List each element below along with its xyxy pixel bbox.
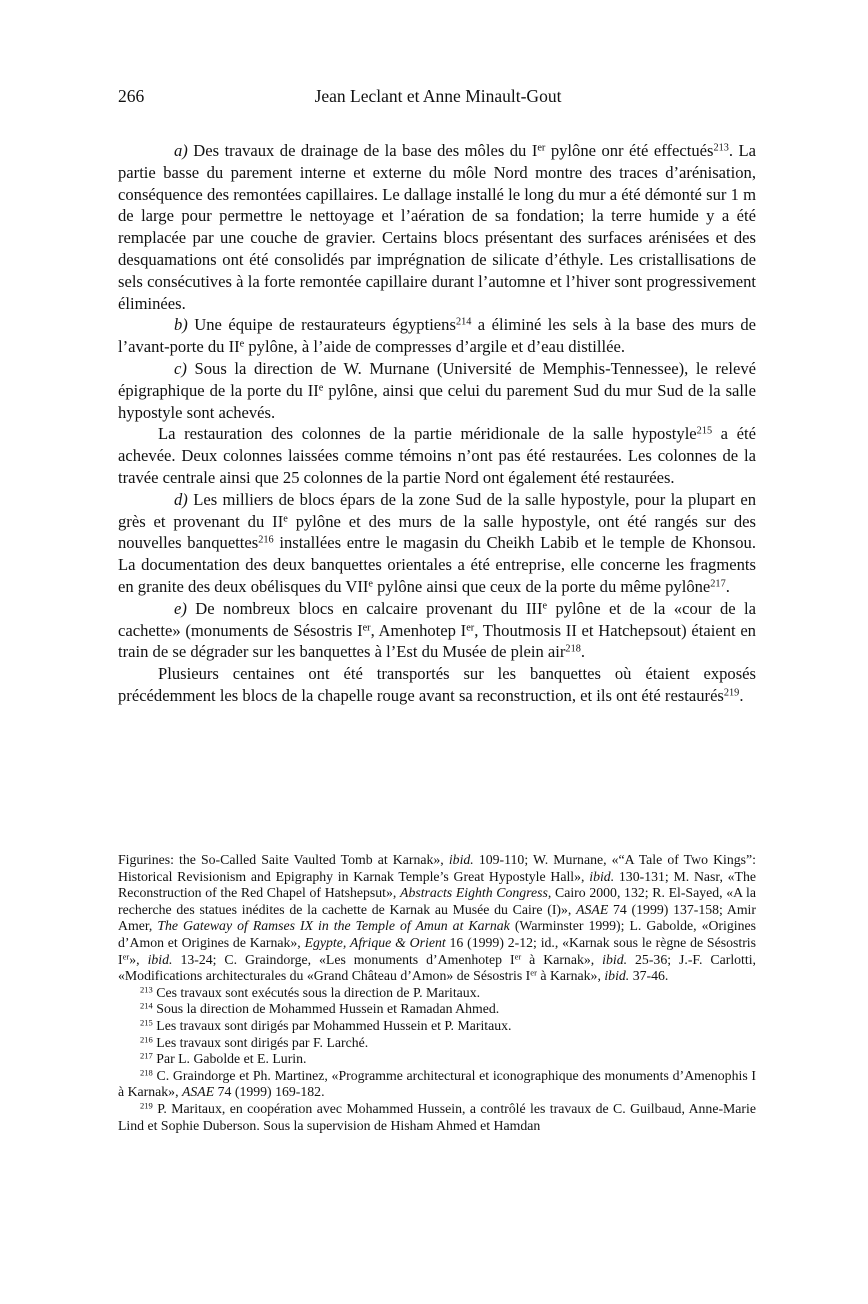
footnote-219 — [118, 1101, 756, 1134]
footnote-ref: 218 — [565, 643, 581, 655]
paragraph-plusieurs — [118, 663, 756, 707]
text-run: installées entre le magasin du Cheikh Labib et le temple de Khonsou. La documentation des deux banquettes orientales a été entreprise, elle concerne les fragments en granite des deux obélisques du VII — [118, 533, 756, 596]
text-run: 13-24; C. Graindorge, «Les monuments d’Amenhotep I — [172, 951, 515, 967]
text-run: 25-36; J.-F. Carlotti, «Modifications architecturales du «Grand Château d’Amon» de Sésostris I — [118, 951, 757, 984]
text-run: , Cairo 2000, 132; R. El-Sayed, «A la recherche des statues inédites de la cachette de Karnak au Musée du Caire (I)», — [118, 885, 756, 917]
text-run: Ces travaux sont exécutés sous la direction de P. Maritaux. — [152, 984, 481, 1000]
italic-run: ibid. — [147, 951, 173, 967]
text-run: pylône ainsi que ceux de la porte du même pylône — [372, 576, 711, 596]
text-run: Plusieurs centaines ont été transportés sur les banquettes où étaient exposés précédemment les blocs de la chapelle rouge avant sa reconstruction, et ils ont été restaurés — [118, 664, 756, 705]
paragraph-d — [118, 489, 756, 598]
text-run: Sous la direction de W. Murnane (Université de Memphis-Tennessee), le relevé épigraphique de la porte du II — [118, 358, 756, 400]
footnote-number: 218 — [140, 1067, 153, 1078]
text-run: a éliminé les sels à la base des murs de l’avant-porte du II — [118, 315, 756, 357]
footnote-ref: 214 — [455, 316, 472, 328]
text-run: (Warminster 1999); L. Gabolde, «Origines d’Amon et Origines de Karnak», — [118, 918, 756, 950]
footnote-213 — [118, 985, 756, 1002]
text-run: La restauration des colonnes de la partie méridionale de la salle hypostyle — [158, 424, 697, 444]
text-run: pylône, à l’aide de compresses d’argile et d’eau distillée. — [244, 337, 625, 357]
paragraph-b — [118, 314, 756, 358]
ordinal-suffix: er — [362, 621, 371, 633]
italic-run: ASAE — [576, 901, 609, 917]
ordinal-suffix: e — [239, 338, 245, 350]
item-label: c) — [174, 358, 187, 378]
italic-run: ibid. — [589, 868, 615, 884]
text-run: pylône onr été effectués — [545, 141, 714, 160]
text-run: », — [129, 951, 148, 967]
footnote-number: 214 — [140, 1000, 153, 1011]
paragraph-restauration — [118, 423, 756, 488]
paragraph-e — [118, 598, 756, 663]
text-run: 37-46. — [629, 968, 669, 984]
italic-run: The Gateway of Ramses IX in the Temple of Amun at Karnak — [157, 918, 510, 934]
text-run: . — [739, 685, 744, 705]
footnote-214 — [118, 1001, 756, 1018]
text-run: Des travaux de drainage de la base des môles du I — [187, 141, 538, 160]
item-label: a) — [174, 141, 188, 160]
italic-run: ASAE — [181, 1084, 215, 1100]
footnote-number: 216 — [140, 1033, 153, 1044]
italic-run: Abstracts Eighth Congress — [400, 885, 548, 901]
paragraph-a — [118, 140, 756, 314]
ordinal-suffix: e — [542, 600, 548, 612]
footnote-215 — [118, 1018, 756, 1035]
ordinal-suffix: e — [318, 382, 324, 394]
footnote-number: 215 — [140, 1017, 153, 1028]
running-title: Jean Leclant et Anne Minault-Gout — [314, 86, 562, 106]
footnote-number: 217 — [140, 1050, 153, 1061]
footnote-ref: 219 — [723, 687, 740, 699]
body-text — [118, 140, 756, 707]
text-run: . — [725, 576, 730, 596]
paragraph-c — [118, 358, 756, 423]
ordinal-suffix: er — [537, 142, 546, 154]
text-run: C. Graindorge et Ph. Martinez, «Programme architectural et iconographique des monuments d’Amenophis I à Karnak», — [118, 1067, 756, 1100]
text-run: pylône et des murs de la salle hypostyle, ont été rangés sur des nouvelles banquettes — [118, 511, 756, 553]
text-run: a été achevée. Deux colonnes laissées comme témoins n’ont pas été restaurées. Les colonnes de la travée centrale ainsi que 25 colonnes de la partie Nord ont également été restaurées. — [118, 424, 756, 487]
text-run: 16 (1999) 2-12; id., «Karnak sous le règne de Sésostris I — [118, 934, 756, 967]
item-label: d) — [174, 489, 188, 509]
ordinal-suffix: er — [122, 950, 130, 961]
text-run: Figurines: the So-Called Saite Vaulted Tomb at Karnak», — [118, 852, 449, 867]
item-label: b) — [174, 315, 188, 335]
italic-run: ibid. — [604, 968, 630, 984]
footnote-number: 213 — [140, 984, 153, 995]
footnote-217 — [118, 1051, 756, 1068]
ordinal-suffix: e — [368, 578, 373, 590]
text-run: à Karnak», — [521, 951, 603, 967]
footnotes — [118, 852, 756, 1134]
text-run: Les travaux sont dirigés par Mohammed Hussein et P. Maritaux. — [152, 1017, 512, 1033]
italic-run: ibid. — [448, 852, 474, 867]
page-number: 266 — [118, 86, 145, 106]
text-run: . La partie basse du parement interne et externe du môle Nord montre des traces d’arénisation, conséquence des remontées capillaires. Le dallage installé le long du mur a été démonté sur 1 m de large pour permettre le nettoyage et l’aération de sa fondation; la terre humide y a été remplacée par une couche de gravier. Certains blocs présentant des surfaces arénisées et des desquamations ont été consolidés par imprégnation de silicate d’éthyle. Les cristallisations de sels consécutives à la forte remontée capillaire durant l’automne et l’hiver sont progressivement éliminées. — [118, 141, 756, 313]
text-run: , Thoutmosis II et Hatchepsout) étaient en train de se dégrader sur les banquettes à l’Est du Musée de plein air — [118, 620, 756, 662]
text-run: 130-131; M. Nasr, «The Reconstruction of the Red Chapel of Hatshepsut», — [118, 868, 756, 901]
text-run: , Amenhotep I — [370, 620, 467, 640]
ordinal-suffix: er — [514, 950, 522, 961]
text-run: Les travaux sont dirigés par F. Larché. — [152, 1034, 369, 1050]
text-run: pylône et de la «cour de la cachette» (monuments de Sésostris I — [118, 598, 756, 640]
text-run: De nombreux blocs en calcaire provenant du III — [186, 598, 543, 618]
ordinal-suffix: e — [283, 512, 288, 524]
text-run: Sous la direction de Mohammed Hussein et Ramadan Ahmed. — [152, 1001, 500, 1017]
text-run: . — [580, 642, 585, 662]
footnote-ref: 215 — [696, 425, 713, 437]
text-run: pylône, ainsi que celui du parement Sud du mur Sud de la salle hypostyle sont achevés. — [118, 380, 756, 422]
italic-run: ibid. — [602, 951, 628, 967]
text-run: 74 (1999) 169-182. — [214, 1084, 325, 1100]
ordinal-suffix: er — [530, 967, 537, 978]
footnote-ref: 213 — [713, 142, 729, 154]
text-run: à Karnak», — [536, 968, 605, 984]
text-run: Les milliers de blocs épars de la zone Sud de la salle hypostyle, pour la plupart en grès et provenant du II — [118, 489, 756, 531]
item-label: e) — [174, 598, 187, 618]
text-run: Par L. Gabolde et E. Lurin. — [152, 1051, 307, 1067]
text-run: P. Maritaux, en coopération avec Mohammed Hussein, a contrôlé les travaux de C. Guilbaud, Anne-Marie Lind et Sophie Duberson. Sous la supervision de Hisham Ahmed et Hamdan — [118, 1100, 756, 1133]
footnote-ref: 217 — [710, 578, 726, 590]
text-run: 109-110; W. Murnane, «“A Tale of Two Kings”: Historical Revisionism and Epigraphy in Karnak Temple’s Great Hypostyle Hall», — [118, 852, 757, 884]
footnote-continuation — [118, 852, 756, 985]
footnote-218 — [118, 1068, 756, 1101]
footnote-216 — [118, 1035, 756, 1052]
text-run: Une équipe de restaurateurs égyptiens — [187, 315, 456, 335]
running-header — [118, 86, 758, 110]
footnote-number: 219 — [140, 1100, 153, 1111]
italic-run: Egypte, Afrique & Orient — [304, 934, 446, 950]
text-run: 74 (1999) 137-158; Amir Amer, — [118, 901, 756, 934]
ordinal-suffix: er — [466, 621, 475, 633]
footnote-ref: 216 — [258, 534, 274, 546]
